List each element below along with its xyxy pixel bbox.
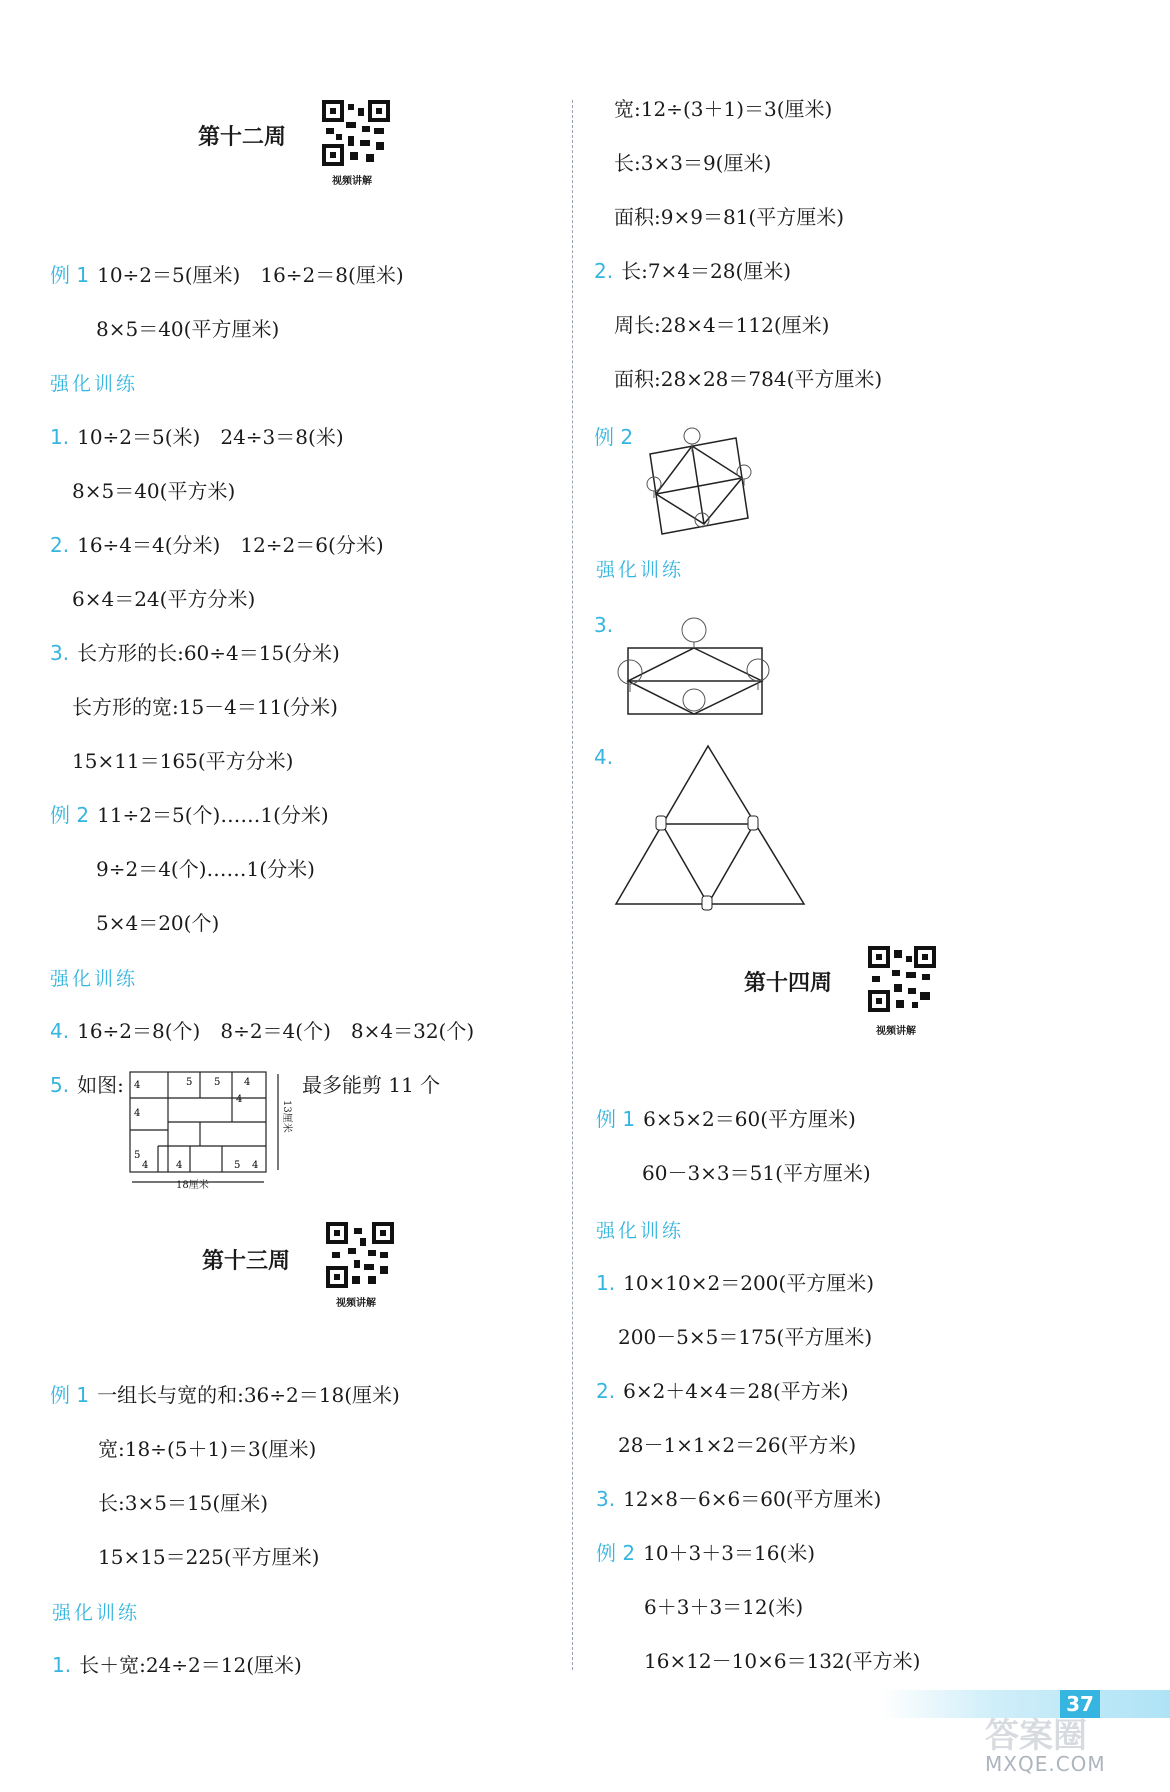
- watermark-logo: 答案圈: [985, 1716, 1087, 1756]
- grid-number: 5: [186, 1077, 193, 1088]
- grid-height-label: 13厘米: [281, 1100, 292, 1133]
- answer-text: 宽:18÷(5＋1)＝3(厘米): [98, 1437, 317, 1461]
- answer-text: 8×5＝40(平方米): [72, 479, 236, 503]
- answer-text: 长方形的宽:15－4＝11(分米): [72, 695, 338, 719]
- grid-number: 4: [142, 1160, 149, 1171]
- answer-text: 16÷2＝8(个) 8÷2＝4(个) 8×4＝32(个): [77, 1019, 475, 1043]
- problem-2-line: [50, 532, 384, 558]
- answer-text: 11÷2＝5(个)……1(分米): [97, 803, 329, 827]
- qr-code-icon[interactable]: [326, 1222, 394, 1288]
- cutting-grid-diagram: [128, 1070, 292, 1191]
- answer-text: 15×11＝165(平方分米): [72, 749, 294, 773]
- section-heading-training: 强化训练: [50, 373, 139, 395]
- answer-text: 200－5×5＝175(平方厘米): [618, 1325, 873, 1349]
- grid-number: 5: [134, 1150, 141, 1161]
- qr-caption: 视频讲解: [332, 176, 372, 187]
- answer-text: 长:7×4＝28(厘米): [621, 259, 792, 283]
- answer-text: 16÷4＝4(分米) 12÷2＝6(分米): [77, 533, 384, 557]
- answer-text: 面积:28×28＝784(平方厘米): [614, 367, 883, 391]
- answer-text: 6×4＝24(平方分米): [72, 587, 256, 611]
- column-divider: [572, 100, 573, 1670]
- answer-text: 10×10×2＝200(平方厘米): [623, 1271, 875, 1295]
- example-1-line: [50, 262, 404, 288]
- problem-4-line: [50, 1018, 474, 1044]
- example-label: 例 1: [50, 1383, 90, 1407]
- problem-3-line: [50, 640, 340, 666]
- grid-number: 4: [252, 1160, 259, 1171]
- answer-text: 60－3×3＝51(平方厘米): [642, 1161, 871, 1185]
- problem-label: 2.: [50, 533, 70, 557]
- problem-2-line: [596, 1378, 849, 1404]
- problem-label: 1.: [596, 1271, 616, 1295]
- week-12-title: 第十二周: [198, 125, 287, 150]
- problem-2-line: [594, 258, 791, 284]
- problem-3-line: [596, 1486, 881, 1512]
- answer-text: 最多能剪 11 个: [302, 1073, 441, 1097]
- qr-caption: 视频讲解: [336, 1298, 376, 1309]
- answer-text: 一组长与宽的和:36÷2＝18(厘米): [97, 1383, 400, 1407]
- section-heading-training: 强化训练: [596, 559, 685, 581]
- example-2-line: [596, 1540, 815, 1566]
- grid-number: 4: [134, 1080, 141, 1091]
- answer-text: 10÷2＝5(米) 24÷3＝8(米): [77, 425, 344, 449]
- example-1-line: [596, 1106, 856, 1132]
- grid-number: 4: [134, 1108, 141, 1119]
- problem-label: 3.: [50, 641, 70, 665]
- grid-number: 4: [244, 1077, 251, 1088]
- answer-text: 宽:12÷(3＋1)＝3(厘米): [614, 97, 833, 121]
- answer-text: 15×15＝225(平方厘米): [98, 1545, 320, 1569]
- week-14-title: 第十四周: [744, 971, 833, 996]
- rectangle-diamond-diagram: [616, 608, 772, 718]
- answer-text: 28－1×1×2＝26(平方米): [618, 1433, 857, 1457]
- example-label: 例 1: [596, 1107, 636, 1131]
- triangle-division-diagram: [612, 742, 812, 910]
- answer-text: 6×2＋4×4＝28(平方米): [623, 1379, 849, 1403]
- problem-1-line: [50, 424, 344, 450]
- problem-label: 3.: [596, 1487, 616, 1511]
- pond-square-diagram: [636, 424, 760, 536]
- problem-1-line: [596, 1270, 874, 1296]
- problem-label: 1.: [52, 1653, 72, 1677]
- example-2-line: [594, 424, 641, 450]
- example-2-line: [50, 802, 329, 828]
- problem-label: 4.: [50, 1019, 70, 1043]
- problem-label: 3.: [594, 613, 614, 637]
- week-13-title: 第十三周: [202, 1249, 291, 1274]
- problem-label: 4.: [594, 745, 614, 769]
- answer-text: 8×5＝40(平方厘米): [96, 317, 280, 341]
- problem-label: 2.: [596, 1379, 616, 1403]
- answer-text: 长方形的长:60÷4＝15(分米): [77, 641, 340, 665]
- grid-number: 5: [214, 1077, 221, 1088]
- example-label: 例 2: [50, 803, 90, 827]
- example-label: 例 1: [50, 263, 90, 287]
- grid-width-label: 18厘米: [176, 1180, 209, 1191]
- answer-text: 5×4＝20(个): [96, 911, 220, 935]
- problem-label: 1.: [50, 425, 70, 449]
- problem-label: 5.: [50, 1073, 70, 1097]
- example-label: 例 2: [596, 1541, 636, 1565]
- qr-caption: 视频讲解: [876, 1026, 916, 1037]
- answer-text: 9÷2＝4(个)……1(分米): [96, 857, 315, 881]
- grid-number: 5: [234, 1160, 241, 1171]
- example-label: 例 2: [594, 425, 634, 449]
- answer-text: 如图:: [77, 1073, 124, 1097]
- qr-code-icon[interactable]: [868, 946, 936, 1012]
- answer-text: 6×5×2＝60(平方厘米): [643, 1107, 856, 1131]
- watermark-url: MXQE.COM: [985, 1752, 1106, 1776]
- problem-5-line: [50, 1072, 124, 1098]
- answer-text: 长＋宽:24÷2＝12(厘米): [79, 1653, 302, 1677]
- answer-text: 10＋3＋3＝16(米): [643, 1541, 816, 1565]
- answer-text: 长:3×5＝15(厘米): [98, 1491, 268, 1515]
- answer-text: 长:3×3＝9(厘米): [614, 151, 772, 175]
- answer-text: 周长:28×4＝112(厘米): [614, 313, 830, 337]
- answer-text: 12×8－6×6＝60(平方厘米): [623, 1487, 882, 1511]
- qr-code-icon[interactable]: [322, 100, 390, 166]
- section-heading-training: 强化训练: [596, 1220, 685, 1242]
- section-heading-training: 强化训练: [52, 1602, 141, 1624]
- answer-text: 面积:9×9＝81(平方厘米): [614, 205, 844, 229]
- answer-text: 6＋3＋3＝12(米): [644, 1595, 804, 1619]
- answer-text: 16×12－10×6＝132(平方米): [644, 1649, 921, 1673]
- grid-number: 4: [236, 1094, 243, 1105]
- page-number: 37: [1060, 1690, 1100, 1718]
- problem-1-line: [52, 1652, 302, 1678]
- grid-number: 4: [176, 1160, 183, 1171]
- answer-text: 10÷2＝5(厘米) 16÷2＝8(厘米): [97, 263, 404, 287]
- example-1-line: [50, 1382, 400, 1408]
- section-heading-training: 强化训练: [50, 968, 139, 990]
- problem-label: 2.: [594, 259, 614, 283]
